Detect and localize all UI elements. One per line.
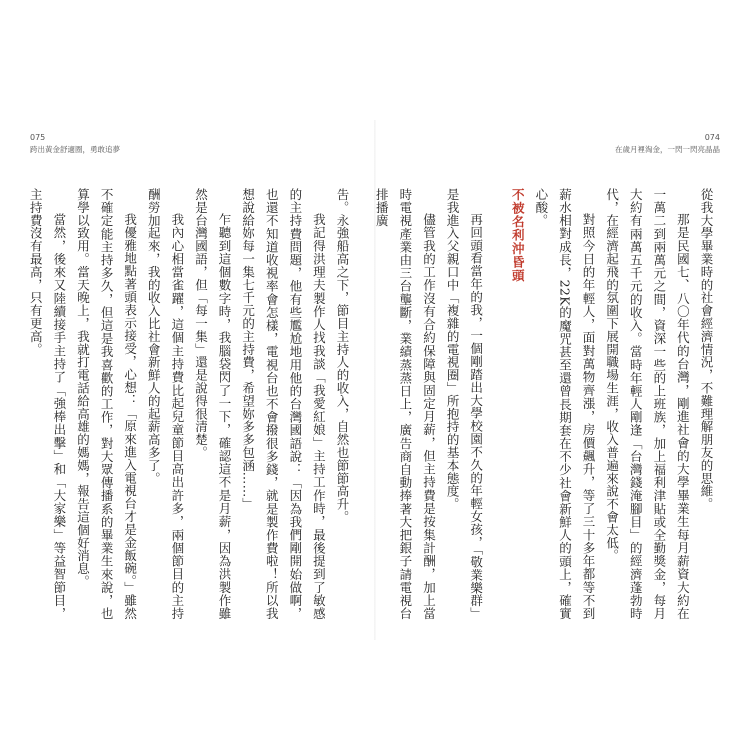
page-number: 075 <box>30 133 46 142</box>
paragraph: 我內心相當雀躍，這個主持費比起兒童節目高出許多，兩個節目的主持酬勞加起來，我的收入比社會新鮮人的起薪高多了。 <box>146 188 185 620</box>
running-title: 跨出黃金舒適圈，勇敢追夢 <box>30 145 120 154</box>
paragraph: 我記得洪理夫製作人找我談「我愛紅娘」主持工作時，最後提到了敏感的主持費問題，他有些尷尬地用他的台灣國語說：「因為我們剛開始做啊，也還不知道收視率會怎樣，電視台也不會撥很多錢，就是製作費啦！所以我想說給妳每一集七千元的主持費，希望妳多多包涵……」 <box>240 188 327 620</box>
paragraph: 從我大學畢業時的社會經濟情況，不難理解朋友的思維。 <box>699 188 714 511</box>
left-page-body <box>28 188 354 620</box>
paragraph: 當然，後來又陸續接手主持了「強棒出擊」和「大家樂」等益智節目，主持費沒有最高，只有更高。 <box>28 188 67 620</box>
section-heading: 不被名利沖昏頭 <box>510 188 526 283</box>
right-page <box>375 0 750 750</box>
paragraph: 那是民國七、八〇年代的台灣，剛進社會的大學畢業生每月薪資大約在一萬二到兩萬元之間，資深一些的上班族，加上福利津貼或全勤獎金，每月大約有兩萬五千元的收入。當時年輕人剛逢「台灣錢淹腳目」的經濟蓬勃時代，在經濟起飛的氛圍下展開職場生涯，收入普遍來說不會太低。 <box>604 188 691 620</box>
page-number: 074 <box>704 133 720 142</box>
running-title: 在歲月裡淘金，一閃一閃亮晶晶 <box>615 145 720 154</box>
paragraph: 再回頭看當年的我，一個剛踏出大學校園不久的年輕女孩，「敬業樂群」是我進入父親口中「複雜的電視圈」所抱持的基本態度。 <box>445 188 484 620</box>
paragraph: 儘管我的工作沒有合約保障與固定月薪，但主持費是按集計酬，加上當時電視產業由三台壟斷，業績蒸蒸日上，廣告商自動捧著大把銀子請電視台排播廣 <box>374 188 437 620</box>
paragraph: 我優雅地點著頭表示接受，心想：「原來進入電視台才是金飯碗。」雖然不確定能主持多久，但這是我喜歡的工作，對大眾傳播系的畢業生來說，也算學以致用。當天晚上，我就打電話給高雄的媽媽，報告這個好消息。 <box>75 188 138 620</box>
paragraph: 對照今日的年輕人，面對萬物齊漲，房價飆升，等了三十多年都等不到薪水相對成長，22K的魔咒甚至還曾長期套在不少社會新鮮人的頭上，確實心酸。 <box>533 188 597 620</box>
right-page-body <box>374 188 718 620</box>
paragraph: 吿。永強船高之下，節目主持人的收入，自然也節節高升。 <box>335 188 350 524</box>
paragraph: 乍聽到這個數字時，我腦袋閃了一下，確認這不是月薪，因為洪製作雖然是台灣國語，但「每一集」還是說得很清楚。 <box>193 188 233 620</box>
